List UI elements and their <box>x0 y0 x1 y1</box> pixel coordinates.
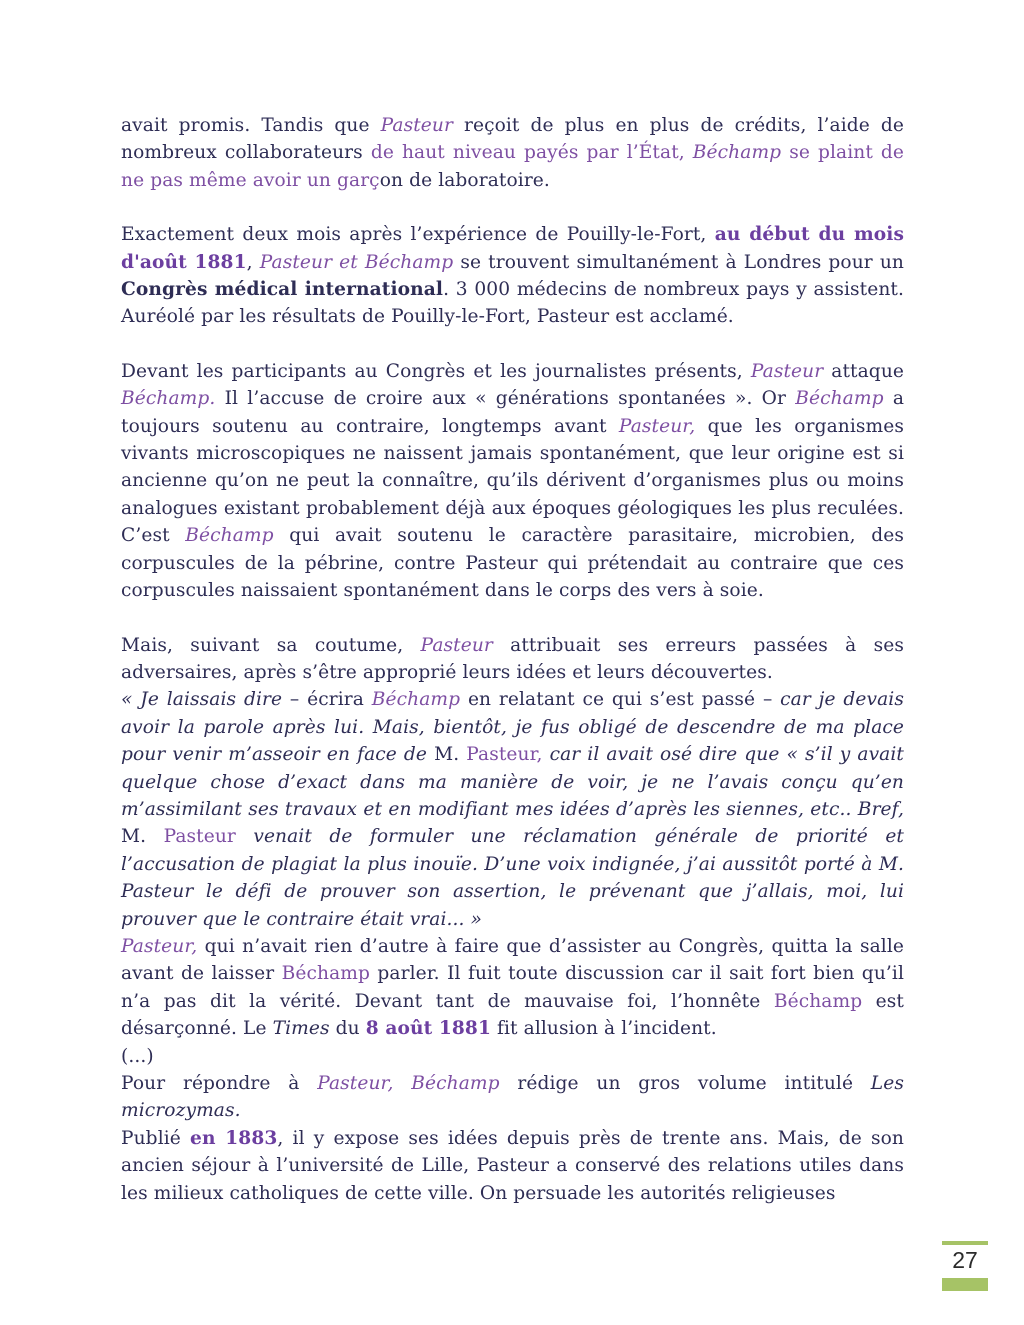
text-run: au début du mois d'août 1881 <box>121 224 905 273</box>
text-run: Les microzymas. <box>121 1073 904 1122</box>
text-run: Béchamp <box>773 990 863 1012</box>
text-run: rédige un gros volume intitulé <box>499 1073 871 1094</box>
text-run: Pasteur <box>380 115 453 136</box>
text-run: M. <box>434 744 467 766</box>
text-run: a toujours soutenu au contraire, longtemps avant <box>121 388 905 437</box>
text-run: . 3 000 médecins de nombreux pays y assistent. Auréolé par les résultats de Pouilly-le-Fort, Pasteur est acclamé. <box>121 279 904 328</box>
text-run: Congrès médical international <box>121 279 444 301</box>
text-run: qui avait soutenu le caractère parasitaire, microbien, des corpuscules de la pébrine, contre Pasteur qui prétendait au contraire que ces corpuscules naissaient spontanément dans le corps des vers à soie. <box>121 525 904 602</box>
text-run: , il y expose ses idées depuis près de trente ans. Mais, de son ancien séjour à l’université de Lille, Pasteur a conservé des relations utiles dans les milieux catholiques de cette ville. On persuade les autorités religieuses <box>121 1127 904 1204</box>
paragraph <box>121 112 904 194</box>
text-run: Béchamp <box>185 525 274 547</box>
text-run: Béchamp <box>795 388 884 410</box>
text-run: se trouvent simultanément à Londres pour un <box>453 251 904 273</box>
text-run: reçoit de plus en plus de crédits, l’aide de nombreux collaborateurs <box>121 115 905 164</box>
text-run: Pasteur <box>163 826 236 848</box>
page-text <box>121 112 904 1207</box>
footer-rule-bottom <box>942 1278 988 1291</box>
text-run: attribuait ses erreurs passées à ses adversaires, après s’être approprié leurs idées et leurs découvertes. <box>121 634 904 683</box>
text-run: venait de formuler une réclamation générale de priorité et l’accusation de plagiat la plus inouïe. D’une voix indignée, j’ai aussitôt porté à M. Pasteur le défi de prouver son assertion, le prévenant que j’allais, moi, lui prouver que le contraire était vrai... » <box>121 826 904 930</box>
paragraph <box>121 686 904 933</box>
text-run: Devant les participants au Congrès et les journalistes présents, <box>121 360 751 382</box>
paragraph <box>121 358 904 605</box>
text-run: Publié <box>121 1127 191 1149</box>
text-run: Béchamp <box>371 689 461 711</box>
text-run: du <box>329 1018 366 1040</box>
text-run: (...) <box>121 1045 154 1067</box>
text-run: de haut niveau payés par l’État, <box>370 142 693 164</box>
text-run: Times <box>272 1018 330 1040</box>
text-run: avait promis. Tandis que <box>121 115 381 136</box>
text-run: Pour répondre à <box>121 1073 318 1094</box>
text-run: , <box>246 251 260 273</box>
text-run: on de laboratoire. <box>379 169 550 191</box>
text-run: Exactement deux mois après l’expérience de Pouilly-le-Fort, <box>121 224 715 246</box>
text-run: Pasteur <box>750 360 824 382</box>
paragraph <box>121 1043 904 1070</box>
text-run <box>394 1073 412 1094</box>
text-run: parler. Il fuit toute discussion car il sait fort bien qu’il n’a pas dit la vérité. Devant tant de mauvaise foi, l’honnête <box>121 963 904 1012</box>
text-run: M. <box>121 826 164 848</box>
text-run: car il avait osé dire que « s’il y avait quelque chose d’exact dans ma manière de voir, je ne l’avais conçu qu’en m’assimilant ses travaux et en modifiant mes idées d’après les siennes, etc.. Bref, <box>121 744 904 820</box>
text-run: Mais, suivant sa coutume, <box>121 634 421 656</box>
page-number: 27 <box>952 1247 978 1273</box>
text-run: est désarçonné. Le <box>121 990 905 1040</box>
text-run: Béchamp <box>692 142 782 164</box>
paragraph <box>121 933 904 1043</box>
text-run: 8 août 1881 <box>365 1018 492 1040</box>
text-run: en 1883 <box>190 1127 278 1149</box>
page-footer <box>942 1241 988 1291</box>
text-run: Pasteur, <box>121 935 198 957</box>
paragraph <box>121 1125 904 1207</box>
text-run: Pasteur et Béchamp <box>259 251 454 273</box>
text-run: Béchamp <box>411 1073 500 1094</box>
paragraph <box>121 632 904 687</box>
text-run: « Je laissais dire <box>121 689 283 711</box>
paragraph <box>121 1070 904 1125</box>
paragraph <box>121 221 904 331</box>
text-run: Béchamp. <box>121 388 216 410</box>
text-run: se plaint de ne pas même avoir un garç <box>121 142 905 191</box>
text-run: que les organismes vivants microscopiques ne naissent jamais spontanément, que leur origine est si ancienne qu’on ne peut la connaître, qu’ils dérivent d’organismes plus ou moins analogues existant probablement déjà aux époques géologiques les plus reculées. C’est <box>121 415 904 547</box>
text-run: Pasteur, <box>618 415 696 437</box>
text-run: attaque <box>823 360 904 382</box>
text-run: Pasteur <box>420 634 493 656</box>
text-run: qui n’avait rien d’autre à faire que d’assister au Congrès, quitta la salle avant de laisser <box>121 935 904 985</box>
text-run: car je devais avoir la parole après lui. Mais, bientôt, je fus obligé de descendre de ma place pour venir m’asseoir en face de <box>121 689 904 766</box>
text-run: fit allusion à l’incident. <box>491 1018 717 1040</box>
text-run: Il l’accuse de croire aux « générations spontanées ». Or <box>215 388 796 410</box>
text-run: Béchamp <box>281 963 370 985</box>
text-run: Pasteur, <box>317 1073 394 1094</box>
text-run: en relatant ce qui s’est passé – <box>460 689 781 711</box>
text-run: Pasteur, <box>466 744 543 766</box>
text-run: – écrira <box>282 689 372 711</box>
